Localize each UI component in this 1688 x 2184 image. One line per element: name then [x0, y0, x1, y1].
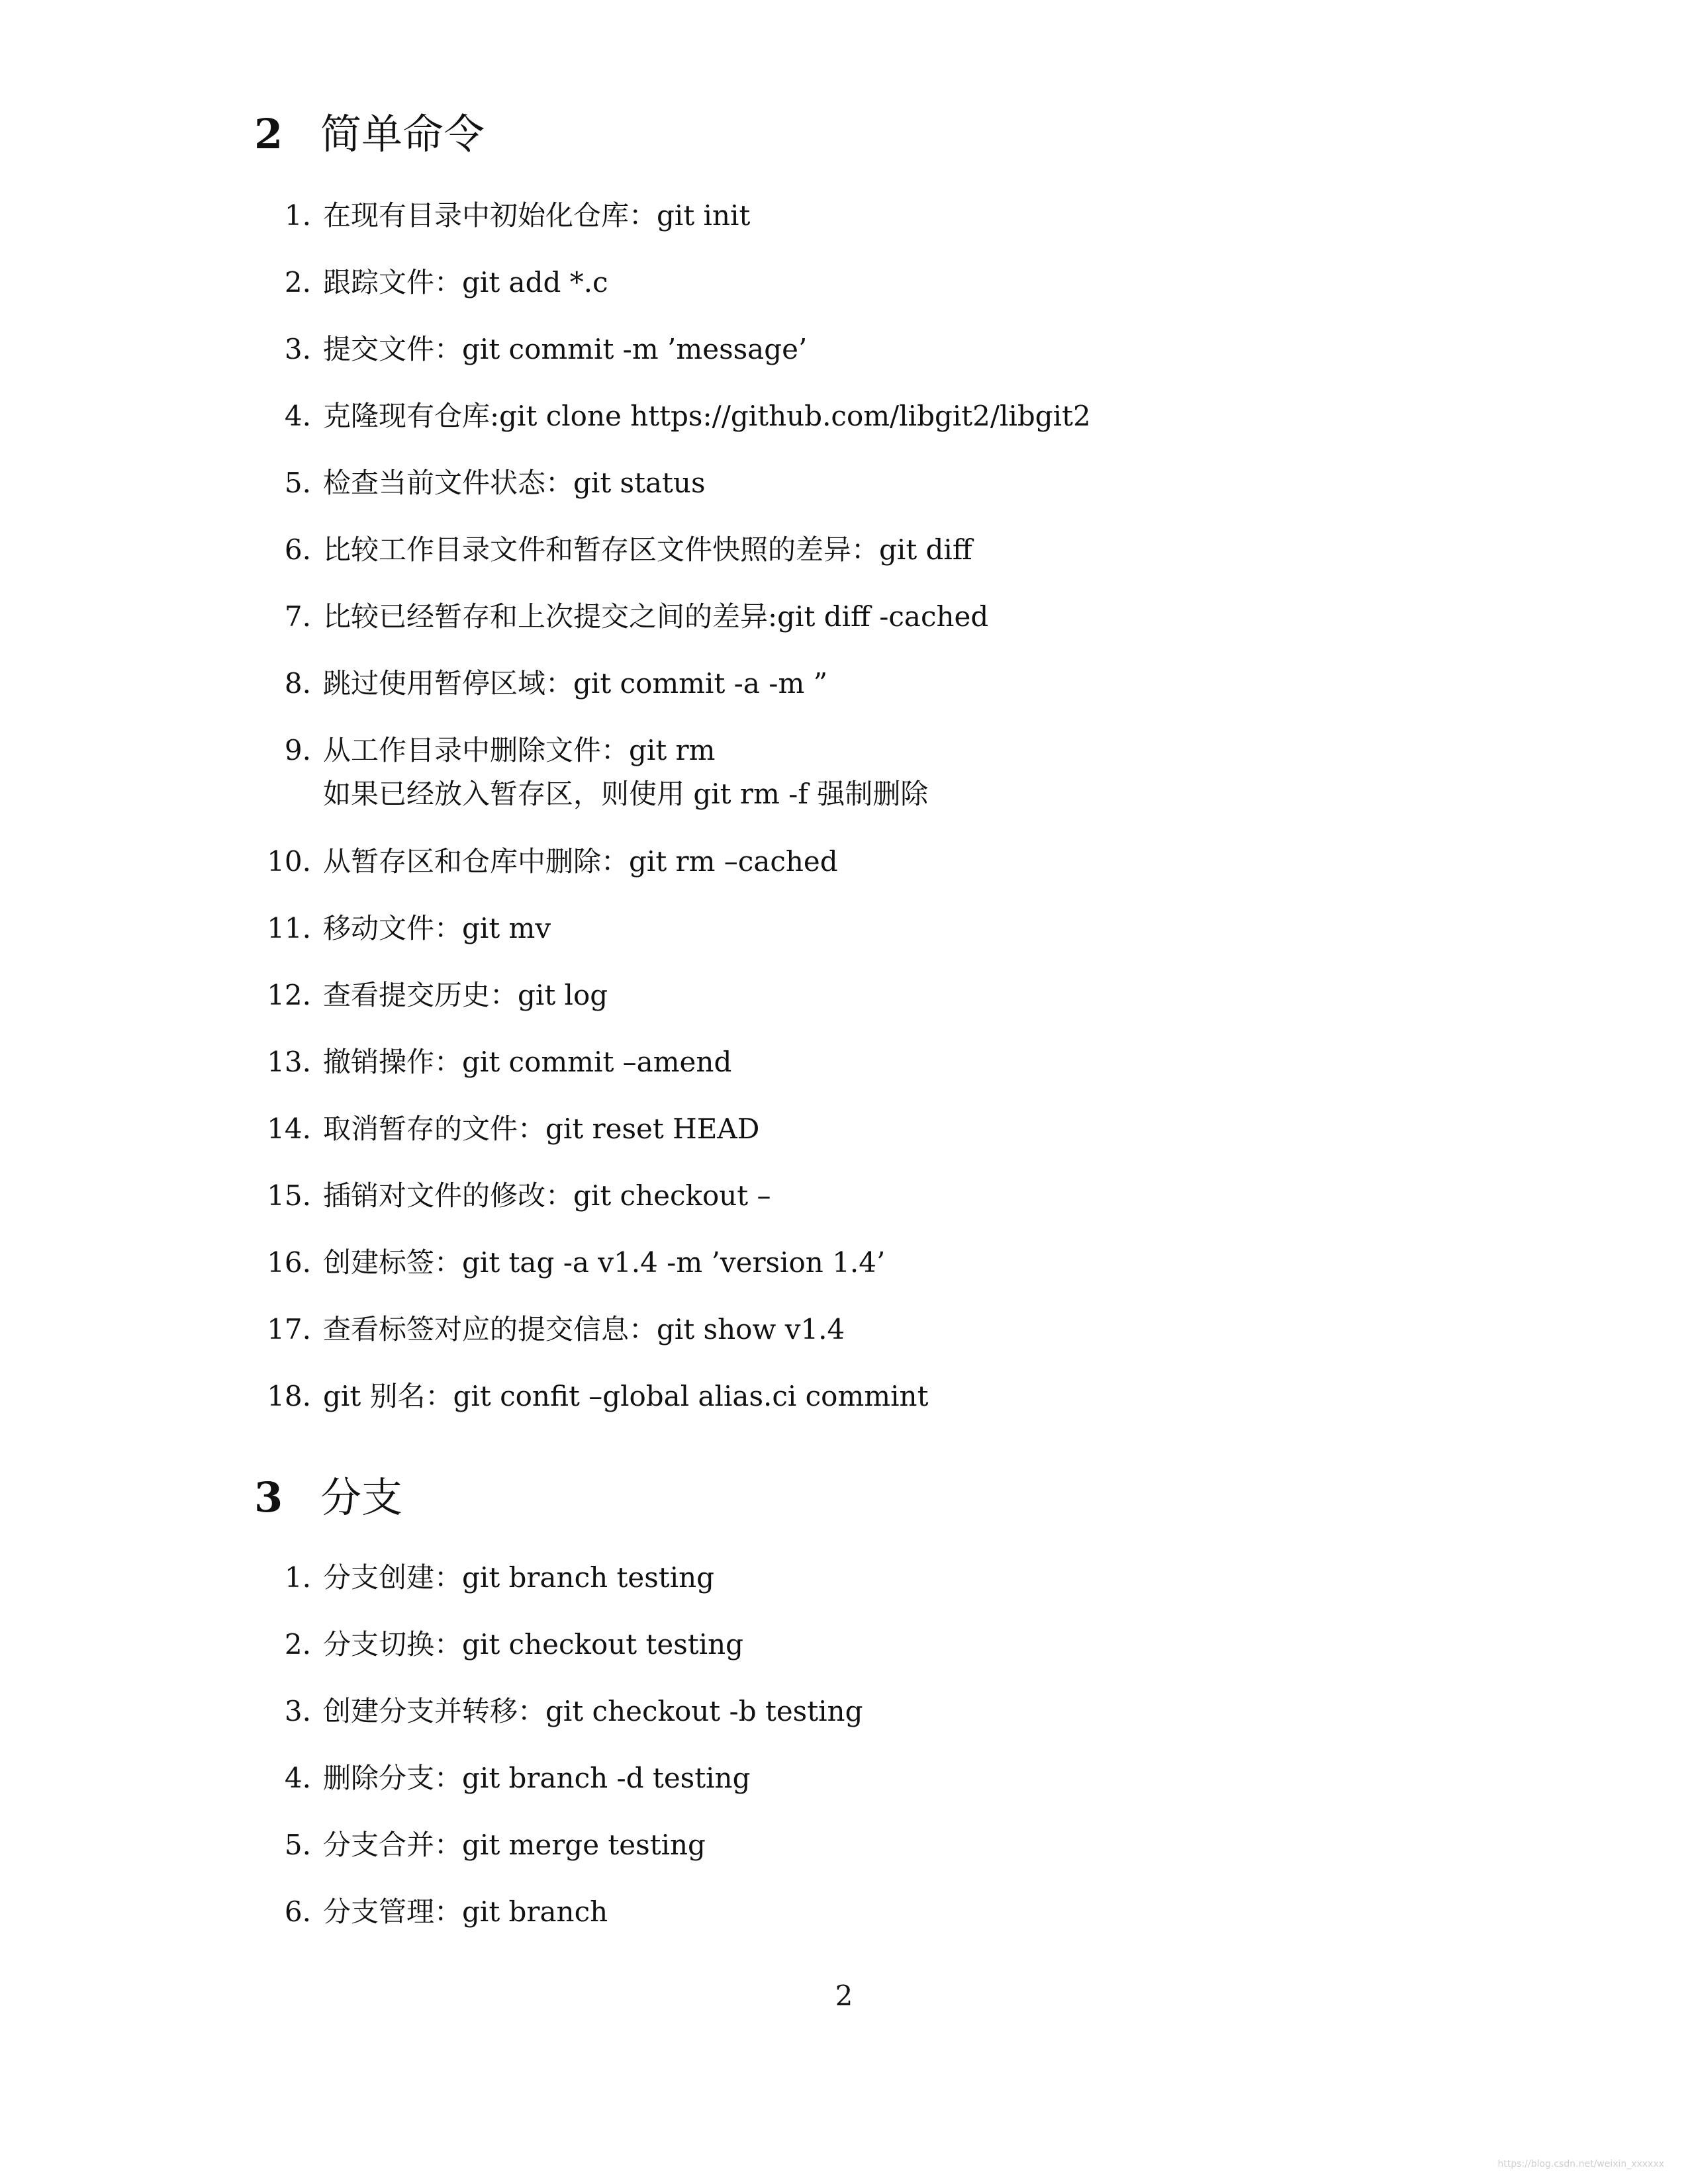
item-text: 从工作目录中删除文件：git rm [323, 734, 716, 766]
item-text: 分支合并：git merge testing [323, 1829, 706, 1861]
item-number: 9. [284, 734, 311, 766]
item-text: 取消暂存的文件：git reset HEAD [323, 1113, 760, 1145]
page-number: 2 [835, 1979, 853, 2012]
item-number: 8. [284, 667, 311, 700]
item-text: 移动文件：git mv [323, 912, 551, 944]
item-number: 3. [284, 1695, 311, 1727]
item-text: 创建标签：git tag -a v1.4 -m ’version 1.4’ [323, 1246, 886, 1279]
item-number: 18. [267, 1380, 311, 1412]
item-text: 在现有目录中初始化仓库：git init [323, 199, 751, 232]
section-number: 3 [254, 1473, 283, 1522]
item-number: 3. [284, 333, 311, 365]
item-number: 1. [284, 199, 311, 232]
item-text: 比较工作目录文件和暂存区文件快照的差异：git diff [323, 533, 972, 566]
item-number: 6. [284, 533, 311, 566]
item-number: 7. [284, 600, 311, 633]
item-text: 分支切换：git checkout testing [323, 1628, 744, 1661]
item-number: 11. [267, 912, 311, 944]
item-number: 14. [267, 1113, 311, 1145]
item-number: 4. [284, 400, 311, 432]
section-title-text: 分支 [320, 1473, 403, 1522]
item-number: 12. [267, 979, 311, 1011]
item-number: 4. [284, 1762, 311, 1794]
item-number: 16. [267, 1246, 311, 1279]
section-heading-branches [254, 1473, 403, 1522]
item-number: 15. [267, 1179, 311, 1212]
item-text: 提交文件：git commit -m ’message’ [323, 333, 808, 365]
item-text: 查看标签对应的提交信息：git show v1.4 [323, 1313, 845, 1345]
item-text: 查看提交历史：git log [323, 979, 608, 1011]
item-number: 17. [267, 1313, 311, 1345]
section-heading-simple-commands [254, 110, 485, 158]
section-title-text: 简单命令 [320, 110, 485, 158]
item-text: 分支创建：git branch testing [323, 1561, 715, 1594]
item-text: 克隆现有仓库:git clone https://github.com/libgit2/libgit2 [323, 400, 1091, 432]
item-text-continuation: 如果已经放入暂存区，则使用 git rm -f 强制删除 [323, 778, 929, 810]
watermark: https://blog.csdn.net/weixin_xxxxxx [1497, 2159, 1664, 2169]
item-number: 10. [267, 845, 311, 878]
item-text: 从暂存区和仓库中删除：git rm –cached [323, 845, 838, 878]
item-text: 创建分支并转移：git checkout -b testing [323, 1695, 863, 1727]
item-text: 删除分支：git branch -d testing [323, 1762, 751, 1794]
item-text: 跳过使用暂停区域：git commit -a -m ” [323, 667, 828, 700]
section-number: 2 [254, 110, 283, 158]
item-number: 1. [284, 1561, 311, 1594]
item-text: 撤销操作：git commit –amend [323, 1046, 732, 1078]
item-number: 5. [284, 1829, 311, 1861]
item-number: 5. [284, 467, 311, 499]
item-text: 检查当前文件状态：git status [323, 467, 706, 499]
item-text: 插销对文件的修改：git checkout – [323, 1179, 771, 1212]
item-text: 分支管理：git branch [323, 1895, 608, 1928]
item-number: 13. [267, 1046, 311, 1078]
item-text: 跟踪文件：git add *.c [323, 266, 608, 298]
item-text: git 别名：git confit –global alias.ci commint [323, 1380, 929, 1412]
item-number: 6. [284, 1895, 311, 1928]
item-number: 2. [284, 1628, 311, 1661]
item-text: 比较已经暂存和上次提交之间的差异:git diff -cached [323, 600, 989, 633]
item-number: 2. [284, 266, 311, 298]
